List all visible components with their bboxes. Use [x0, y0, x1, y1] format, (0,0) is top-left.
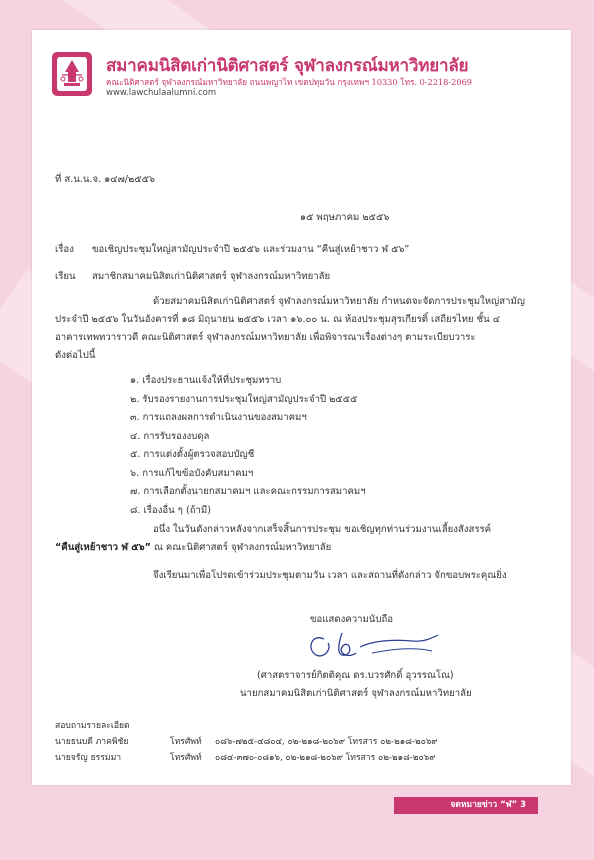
event-name: “คืนสู่เหย้าชาว ฬ ๕๖” — [55, 542, 151, 553]
subject-text: ขอเชิญประชุมใหญ่สามัญประจำปี ๒๕๕๖ และร่วมงาน “คืนสู่เหย้าชาว ฬ ๕๖” — [92, 244, 410, 255]
regards-text: ขอแสดงความนับถือ — [310, 614, 394, 625]
body-line: อาคารเทพทวาราวดี คณะนิติศาสตร์ จุฬาลงกรณ์มหาวิทยาลัย เพื่อพิจารณาเรื่องต่างๆ ตามระเบียบวาระ — [55, 332, 476, 343]
organization-name: สมาคมนิสิตเก่านิติศาสตร์ จุฬาลงกรณ์มหาวิทยาลัย — [106, 56, 469, 76]
emblem-icon — [52, 52, 92, 96]
newsletter-page-tab: จดหมายข่าว “ฬ” 3 — [394, 797, 538, 814]
contact-heading: สอบถามรายละเอียด — [55, 721, 130, 731]
recipient-label: เรียน — [55, 271, 76, 282]
organization-address: คณะนิติศาสตร์ จุฬาลงกรณ์มหาวิทยาลัย ถนนพญาไท เขตปทุมวัน กรุงเทพฯ 10330 โทร. 0-2218-2069 — [106, 77, 472, 87]
agenda-item: ๗. การเลือกตั้งนายกสมาคมฯ และคณะกรรมการสมาคมฯ — [130, 486, 366, 497]
event-venue: ณ คณะนิติศาสตร์ จุฬาลงกรณ์มหาวิทยาลัย — [150, 542, 332, 553]
party-invitation-line: อนึ่ง ในวันดังกล่าวหลังจากเสร็จสิ้นการประชุม ขอเชิญทุกท่านร่วมงานเลี้ยงสังสรรค์ — [153, 524, 492, 535]
association-logo — [52, 52, 92, 96]
closing-line: จึงเรียนมาเพื่อโปรดเข้าร่วมประชุมตามวัน เวลา และสถานที่ดังกล่าว จักขอบพระคุณยิ่ง — [153, 570, 507, 581]
signer-name: (ศาสตราจารย์กิตติคุณ ดร.บวรศักดิ์ อุวรรณโณ) — [257, 670, 454, 681]
contact-name: นายธนบดี ภาคพิชัย — [55, 737, 129, 747]
agenda-item: ๖. การแก้ไขข้อบังคับสมาคมฯ — [130, 467, 254, 479]
agenda-item: ๑. เรื่องประธานแจ้งให้ที่ประชุมทราบ — [130, 375, 282, 386]
contact-phone-label: โทรศัพท์ — [170, 737, 202, 747]
letter-sheet — [32, 30, 571, 785]
body-line: ด้วยสมาคมนิสิตเก่านิติศาสตร์ จุฬาลงกรณ์มหาวิทยาลัย กำหนดจะจัดการประชุมใหญ่สามัญ — [153, 296, 525, 307]
body-line: ดังต่อไปนี้ — [55, 350, 96, 361]
agenda-item: ๘. เรื่องอื่น ๆ (ถ้ามี) — [130, 504, 211, 516]
agenda-list — [130, 372, 366, 520]
recipient-text: สมาชิกสมาคมนิสิตเก่านิติศาสตร์ จุฬาลงกรณ์มหาวิทยาลัย — [92, 271, 331, 282]
signature — [302, 625, 452, 669]
agenda-item: ๔. การรับรองงบดุล — [130, 430, 210, 442]
contact-phone-label: โทรศัพท์ — [170, 753, 202, 763]
agenda-item: ๒. รับรองรายงานการประชุมใหญ่สามัญประจำปี ๒๕๕๕ — [130, 393, 358, 405]
party-invitation-line2 — [55, 540, 331, 555]
body-line: ประจำปี ๒๕๕๖ ในวันอังคารที่ ๑๘ มิถุนายน ๒๕๕๖ เวลา ๑๖.๐๐ น. ณ ห้องประชุมสุรเกียรติ์ เสถียรไทย ชั้น ๔ — [55, 314, 500, 325]
contact-name: นายจรัญ ธรรมมา — [55, 753, 122, 763]
signer-title: นายกสมาคมนิสิตเก่านิติศาสตร์ จุฬาลงกรณ์มหาวิทยาลัย — [240, 688, 472, 699]
subject-label: เรื่อง — [55, 244, 74, 255]
organization-website: www.lawchulaalumni.com — [106, 88, 217, 98]
reference-number: ที่ ส.น.น.จ. ๑๔๗/๒๕๕๖ — [55, 174, 155, 185]
agenda-item: ๓. การแถลงผลการดำเนินงานของสมาคมฯ — [130, 412, 307, 423]
letter-date: ๑๕ พฤษภาคม ๒๕๕๖ — [300, 212, 390, 223]
contact-phones: ๐๘๔-๓๗๐-๐๘๑๖, ๐๒-๒๑๘-๒๐๖๙ โทรสาร ๐๒-๒๑๘-๒๐๖๙ — [215, 753, 436, 763]
contact-phones: ๐๘๖-๗๒๕-๔๘๐๔, ๐๒-๒๑๘-๒๐๖๙ โทรสาร ๐๒-๒๑๘-๒๐๖๙ — [215, 737, 438, 747]
agenda-item: ๕. การแต่งตั้งผู้ตรวจสอบบัญชี — [130, 449, 255, 460]
